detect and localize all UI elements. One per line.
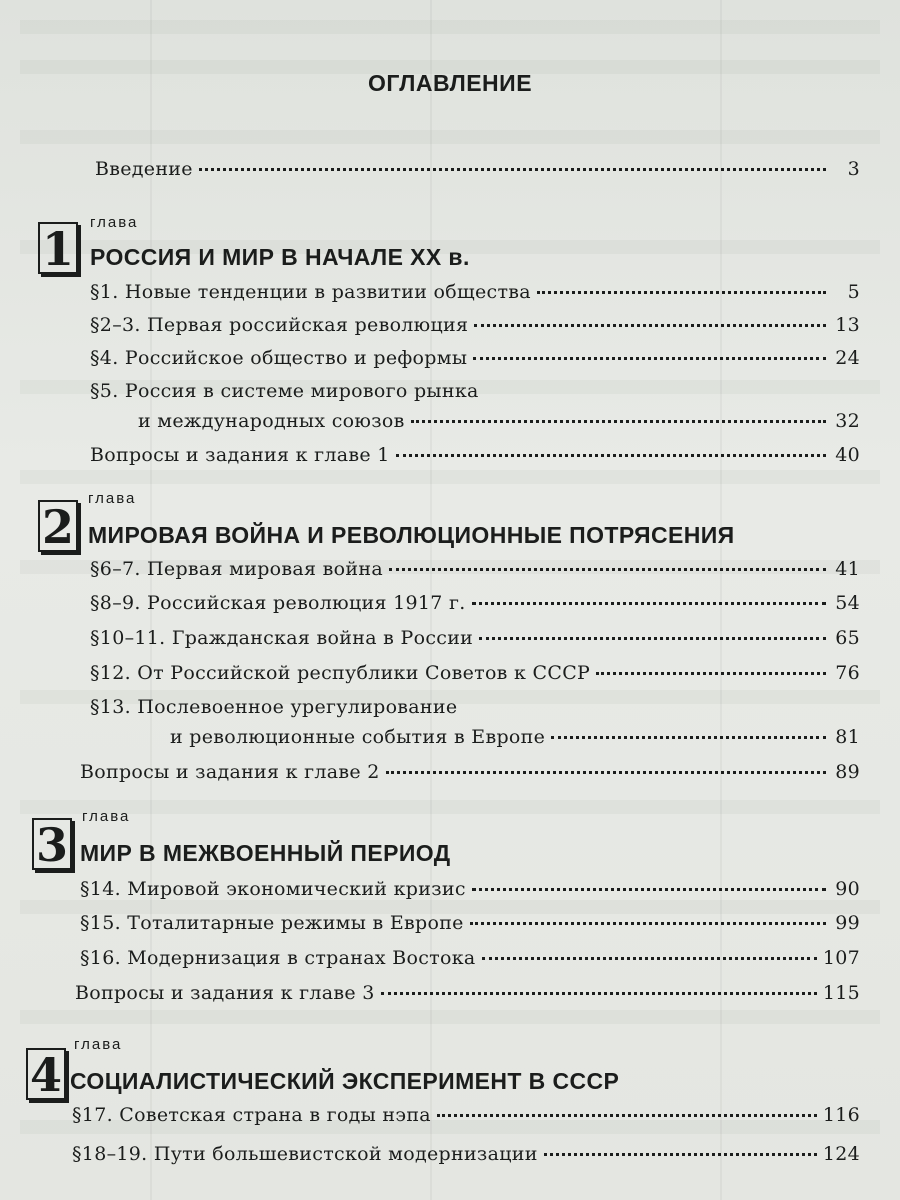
toc-entry-page: 24 [835, 347, 860, 369]
dot-leader [199, 168, 826, 171]
chapter-label: глава [74, 1036, 123, 1053]
toc-entry-page: 124 [822, 1143, 860, 1165]
toc-entry-page: 40 [835, 444, 860, 466]
chapter-number: 4 [29, 1048, 62, 1102]
dot-leader [482, 957, 817, 960]
chapter-number: 3 [35, 818, 68, 872]
toc-entry-label-line1: §13. Послевоенное урегулирование [90, 696, 458, 718]
dot-leader [473, 357, 826, 360]
dot-leader [381, 992, 817, 995]
toc-entry-page: 89 [835, 761, 860, 783]
toc-entry[interactable] [72, 1104, 860, 1126]
toc-entry[interactable] [90, 281, 860, 303]
toc-entry-label: §17. Советская страна в годы нэпа [72, 1104, 431, 1126]
toc-entry[interactable] [90, 662, 860, 684]
dot-leader [472, 888, 826, 891]
chapter-number-box [32, 818, 72, 870]
dot-leader [551, 736, 826, 739]
chapter-title: РОССИЯ И МИР В НАЧАЛЕ XX в. [90, 244, 470, 270]
toc-entry-page: 13 [835, 314, 860, 336]
chapter-title: МИРОВАЯ ВОЙНА И РЕВОЛЮЦИОННЫЕ ПОТРЯСЕНИЯ [88, 522, 735, 548]
toc-entry-label: §14. Мировой экономический кризис [80, 878, 466, 900]
toc-entry[interactable] [90, 558, 860, 580]
chapter-number: 2 [41, 500, 74, 554]
toc-entry-page: 54 [835, 592, 860, 614]
toc-entry-label-line2: и международных союзов [138, 410, 405, 432]
dot-leader [396, 454, 826, 457]
toc-entry-page: 41 [835, 558, 860, 580]
toc-entry-label: Вопросы и задания к главе 1 [90, 444, 390, 466]
dot-leader [411, 420, 826, 423]
dot-leader [437, 1114, 817, 1117]
chapter-label: глава [88, 490, 137, 507]
toc-entry[interactable] [80, 878, 860, 900]
toc-entry-label: §16. Модернизация в странах Востока [80, 947, 476, 969]
toc-entry-label-line2: и революционные события в Европе [170, 726, 546, 748]
toc-entry-questions[interactable] [90, 444, 860, 466]
toc-entry-page: 107 [822, 947, 860, 969]
toc-entry[interactable] [80, 912, 860, 934]
toc-entry[interactable] [72, 1143, 860, 1165]
toc-entry-page: 65 [835, 627, 860, 649]
dot-leader [470, 922, 826, 925]
toc-title: ОГЛАВЛЕНИЕ [367, 70, 533, 96]
toc-entry-page: 76 [835, 662, 860, 684]
toc-entry-label: §18–19. Пути большевистской модернизации [72, 1143, 538, 1165]
dot-leader [472, 602, 826, 605]
toc-entry[interactable] [90, 592, 860, 614]
chapter-title: МИР В МЕЖВОЕННЫЙ ПЕРИОД [80, 840, 451, 866]
toc-entry-page: 90 [835, 878, 860, 900]
toc-entry-page: 116 [822, 1104, 860, 1126]
toc-entry-page: 115 [822, 982, 860, 1004]
toc-entry-label: §2–3. Первая российская революция [90, 314, 469, 336]
toc-entry[interactable] [90, 347, 860, 369]
chapter-number-box [38, 500, 78, 552]
toc-entry-page: 81 [835, 726, 860, 748]
toc-entry-label: §10–11. Гражданская война в России [90, 627, 474, 649]
toc-entry-label: Вопросы и задания к главе 3 [75, 982, 375, 1004]
toc-entry[interactable] [138, 410, 860, 432]
dot-leader [386, 771, 826, 774]
toc-entry-page: 5 [847, 281, 860, 303]
chapter-label: глава [82, 808, 131, 825]
chapter-number-box [26, 1048, 66, 1100]
toc-entry-questions[interactable] [80, 761, 860, 783]
dot-leader [389, 568, 826, 571]
toc-entry-label-line1: §5. Россия в системе мирового рынка [90, 380, 479, 402]
toc-entry-label: §8–9. Российская революция 1917 г. [90, 592, 466, 614]
toc-entry-label: Введение [95, 158, 193, 180]
toc-entry-questions[interactable] [75, 982, 860, 1004]
toc-entry-label: §6–7. Первая мировая война [90, 558, 383, 580]
toc-entry-page: 32 [835, 410, 860, 432]
toc-entry-label: §4. Российское общество и реформы [90, 347, 468, 369]
toc-entry-label: §1. Новые тенденции в развитии общества [90, 281, 531, 303]
toc-entry-page: 3 [847, 158, 860, 180]
toc-entry-label: §12. От Российской республики Советов к СССР [90, 662, 591, 684]
toc-entry[interactable] [90, 627, 860, 649]
toc-entry[interactable] [80, 947, 860, 969]
dot-leader [474, 324, 826, 327]
chapter-title: СОЦИАЛИСТИЧЕСКИЙ ЭКСПЕРИМЕНТ В СССР [70, 1068, 620, 1094]
dot-leader [537, 291, 826, 294]
toc-entry-intro[interactable] [95, 158, 860, 180]
toc-entry-label: Вопросы и задания к главе 2 [80, 761, 380, 783]
toc-entry[interactable] [170, 726, 860, 748]
chapter-number-box [38, 222, 78, 274]
toc-entry[interactable] [90, 314, 860, 336]
toc-entry-page: 99 [835, 912, 860, 934]
dot-leader [596, 672, 826, 675]
toc-entry-label: §15. Тоталитарные режимы в Европе [80, 912, 464, 934]
dot-leader [544, 1153, 817, 1156]
dot-leader [479, 637, 826, 640]
chapter-number: 1 [41, 222, 74, 276]
chapter-label: глава [90, 214, 139, 231]
